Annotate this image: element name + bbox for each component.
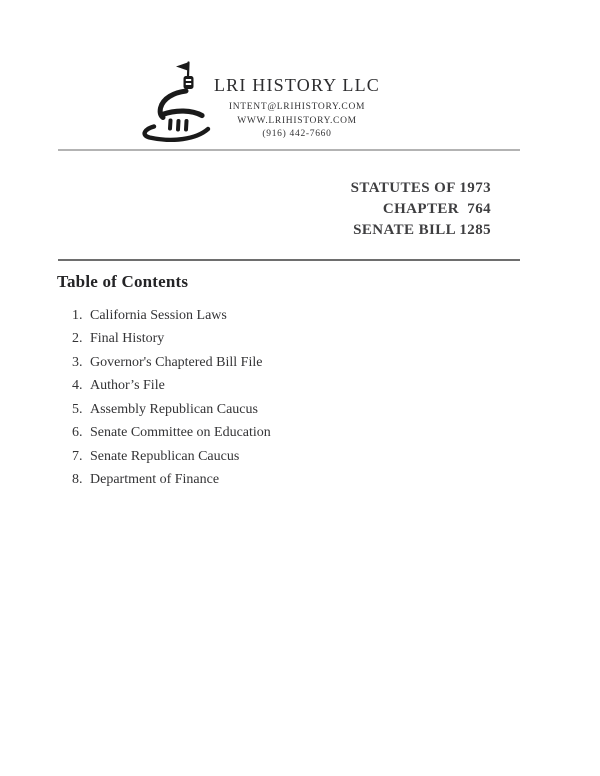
toc-item — [72, 398, 271, 422]
toc-item-label: Governor's Chaptered Bill File — [90, 354, 263, 370]
horizontal-rule-bottom — [58, 259, 520, 261]
toc-item-number: 2. — [72, 331, 83, 347]
toc-item — [72, 304, 271, 328]
toc-item-number: 3. — [72, 354, 83, 370]
toc-list — [72, 304, 271, 492]
company-email: INTENT@LRIHISTORY.COM — [228, 102, 366, 112]
toc-item-label: Author’s File — [90, 378, 165, 394]
horizontal-rule-top — [58, 149, 520, 151]
toc-item-label: Senate Republican Caucus — [90, 448, 240, 464]
toc-item — [72, 351, 271, 375]
toc-item — [72, 422, 271, 446]
toc-item — [72, 469, 271, 493]
chapter-line: CHAPTER 764 — [382, 201, 491, 217]
toc-item — [72, 375, 271, 399]
case-reference-block — [351, 178, 491, 241]
toc-item-label: Department of Finance — [90, 472, 220, 488]
senate-bill-line: SENATE BILL 1285 — [353, 222, 491, 238]
toc-item-label: Assembly Republican Caucus — [90, 401, 258, 417]
toc-item — [72, 445, 271, 469]
toc-item-number: 7. — [72, 448, 83, 464]
toc-item-label: Final History — [90, 331, 165, 347]
statutes-line: STATUTES OF 1973 — [350, 180, 491, 196]
letterhead — [117, 75, 477, 142]
toc-item — [72, 328, 271, 352]
toc-item-number: 4. — [72, 378, 83, 394]
toc-item-number: 8. — [72, 472, 83, 488]
company-phone: (916) 442-7660 — [262, 129, 332, 139]
toc-item-label: Senate Committee on Education — [90, 425, 271, 441]
company-website: WWW.LRIHISTORY.COM — [237, 115, 357, 126]
company-name: LRI HISTORY LLC — [213, 75, 380, 95]
toc-item-label: California Session Laws — [90, 307, 227, 323]
toc-title: Table of Contents — [57, 272, 189, 291]
toc-item-number: 6. — [72, 425, 83, 441]
toc-item-number: 1. — [72, 307, 83, 323]
toc-item-number: 5. — [72, 401, 83, 417]
